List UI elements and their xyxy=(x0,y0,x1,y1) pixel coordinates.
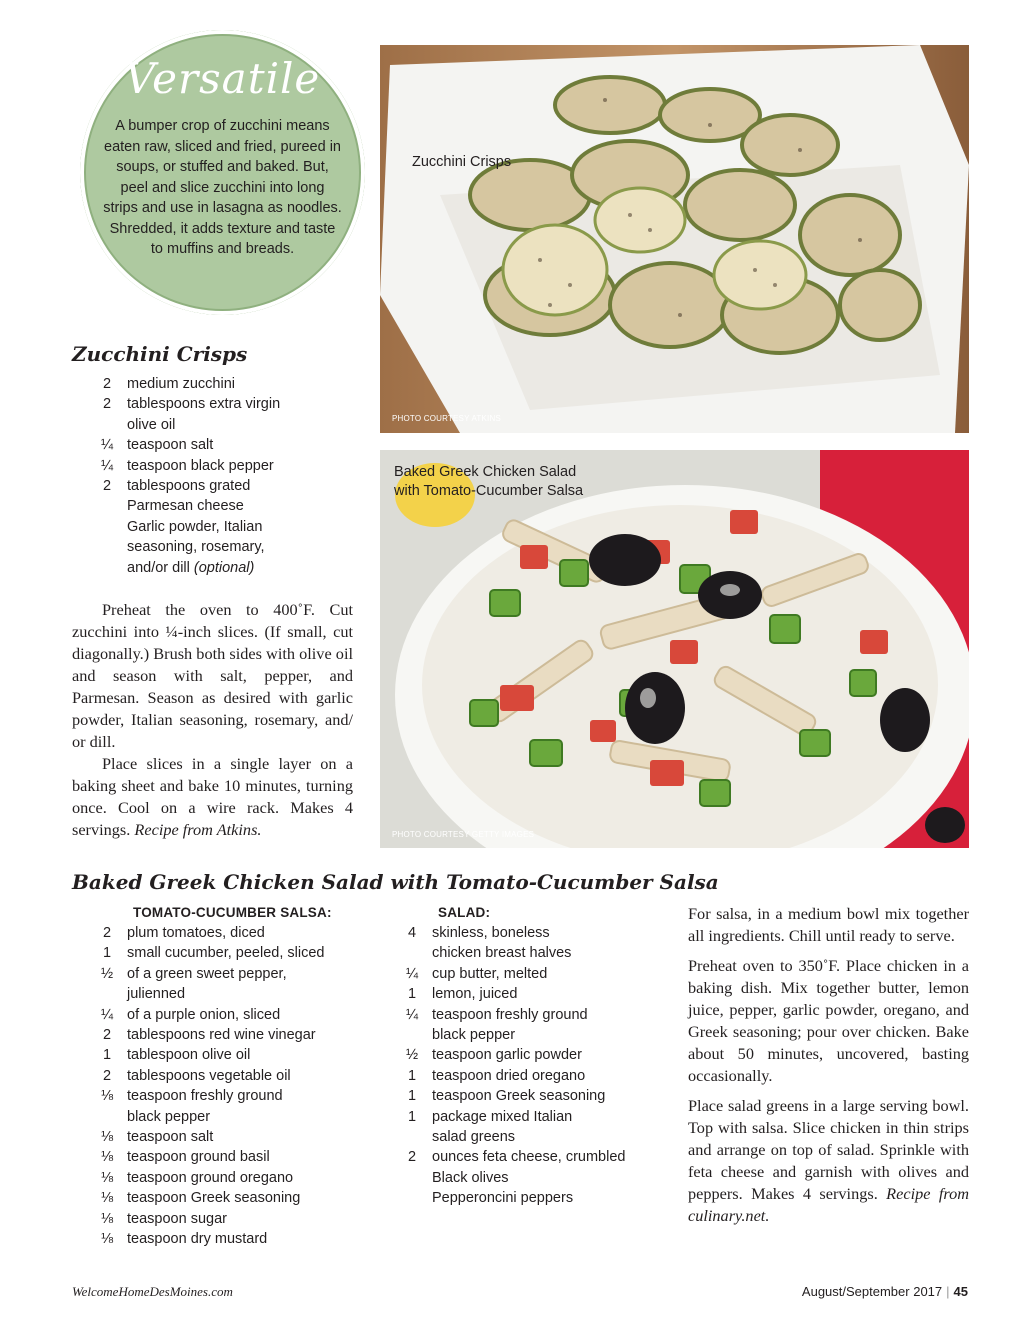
ingredient-item: tablespoon olive oil xyxy=(127,1047,251,1064)
ingredient-qty: ⅛ xyxy=(100,1088,114,1105)
ingredient-row xyxy=(392,1127,662,1147)
footer-website: WelcomeHomeDesMoines.com xyxy=(72,1284,233,1299)
ingredient-item: teaspoon Greek seasoning xyxy=(127,1190,301,1207)
ingredient-qty: ¼ xyxy=(100,1006,114,1023)
zucchini-crisps-title: Zucchini Crisps xyxy=(72,342,248,366)
ingredient-qty: 1 xyxy=(407,986,417,1003)
footer-issue xyxy=(802,1284,968,1299)
ingredient-row xyxy=(392,923,662,943)
greek-salad-caption xyxy=(394,463,583,501)
ingredient-row xyxy=(87,496,327,516)
ingredient-qty: ⅛ xyxy=(100,1129,114,1146)
greek-salad-caption-line2: with Tomato-Cucumber Salsa xyxy=(394,483,584,499)
ingredient-qty: 1 xyxy=(102,945,112,962)
ingredient-qty xyxy=(392,1025,432,1045)
ingredient-item: teaspoon sugar xyxy=(127,1210,227,1227)
ingredient-row xyxy=(392,1066,662,1086)
ingredient-qty: ⅛ xyxy=(100,1231,114,1248)
ingredient-item: of a purple onion, sliced xyxy=(127,1006,281,1023)
ingredient-row xyxy=(87,456,327,476)
photo-credit-atkins: PHOTO COURTESY ATKINS xyxy=(392,414,501,423)
ingredient-row xyxy=(87,537,327,557)
ingredient-item: julienned xyxy=(127,986,186,1003)
ingredient-item: small cucumber, peeled, sliced xyxy=(127,945,325,962)
ingredient-qty xyxy=(87,1107,127,1127)
directions-paragraph xyxy=(688,1095,969,1227)
ingredient-qty: ¼ xyxy=(100,457,114,474)
ingredient-qty xyxy=(392,1127,432,1147)
ingredient-item: chicken breast halves xyxy=(432,945,572,962)
ingredient-qty xyxy=(87,517,127,537)
ingredient-row xyxy=(87,415,327,435)
ingredient-note: (optional) xyxy=(193,559,255,576)
zucchini-crisps-caption: Zucchini Crisps xyxy=(412,154,512,170)
ingredient-item: Pepperoncini peppers xyxy=(432,1190,574,1207)
ingredient-qty xyxy=(87,537,127,557)
ingredient-item: cup butter, melted xyxy=(432,965,548,982)
ingredient-qty: 2 xyxy=(102,925,112,941)
ingredient-row xyxy=(87,1209,377,1229)
ingredient-qty: 2 xyxy=(102,1027,112,1044)
ingredient-item: of a green sweet pepper, xyxy=(127,965,287,982)
ingredient-item: teaspoon ground oregano xyxy=(127,1169,294,1186)
ingredient-qty: ¼ xyxy=(405,965,419,982)
ingredient-row xyxy=(87,517,327,537)
ingredient-item: teaspoon dry mustard xyxy=(127,1231,268,1248)
zucchini-crisps-photo xyxy=(380,45,969,433)
ingredient-item: medium zucchini xyxy=(127,376,235,392)
ingredient-row xyxy=(87,1147,377,1167)
ingredient-row xyxy=(87,1066,377,1086)
ingredient-qty xyxy=(392,943,432,963)
directions-text: Place slices in a single layer on a baking sheet and bake 10 minutes, turning once. Cool on a wire rack. Makes 4 servings. xyxy=(72,754,353,839)
ingredient-row xyxy=(87,1188,377,1208)
ingredient-qty: ½ xyxy=(100,965,114,982)
ingredient-qty: 1 xyxy=(102,1047,112,1064)
ingredient-row xyxy=(87,1005,377,1025)
ingredient-item: tablespoons grated xyxy=(127,478,251,495)
page-number: 45 xyxy=(953,1284,968,1299)
ingredient-row xyxy=(87,558,327,578)
ingredient-item: tablespoons extra virgin xyxy=(127,396,281,413)
ingredient-qty: ½ xyxy=(405,1047,419,1064)
ingredient-row xyxy=(87,1127,377,1147)
ingredient-row xyxy=(87,923,377,943)
zucchini-crisps-illustration xyxy=(380,45,969,433)
salsa-heading: TOMATO-CUCUMBER SALSA: xyxy=(133,905,332,920)
ingredient-qty: ⅛ xyxy=(100,1169,114,1186)
recipe-source: Recipe from culinary.net. xyxy=(688,1184,970,1225)
ingredient-row xyxy=(87,1086,377,1106)
ingredient-row xyxy=(392,984,662,1004)
ingredient-row xyxy=(392,1188,662,1208)
footer-separator: | xyxy=(946,1284,950,1299)
ingredient-item: plum tomatoes, diced xyxy=(127,925,265,941)
salad-heading: SALAD: xyxy=(438,905,491,920)
ingredient-row xyxy=(87,1045,377,1065)
versatile-sidebar xyxy=(80,30,365,315)
ingredient-item: teaspoon salt xyxy=(127,437,214,454)
ingredient-item: teaspoon dried oregano xyxy=(432,1067,586,1084)
directions-text: Place salad greens in a large serving bowl. Top with salsa. Slice chicken in thin strips and arrange on top of salad. Sprinkle with feta cheese and garnish with olives and peppers. Makes 4 servings. xyxy=(688,1096,969,1203)
ingredient-row xyxy=(87,943,377,963)
ingredient-item: teaspoon freshly ground xyxy=(127,1088,283,1105)
sidebar-text: A bumper crop of zucchini means eaten raw, sliced and fried, pureed in soups, or stuffed and baked. But, peel and slice zucchini into long strips and use in lasagna as noodles. Shredded, it adds texture and taste to muffins and breads. xyxy=(103,118,342,257)
ingredient-row xyxy=(87,984,377,1004)
ingredient-item: seasoning, rosemary, xyxy=(127,539,265,556)
ingredient-item-text: and/or dill xyxy=(127,559,190,576)
sidebar-title: Versatile xyxy=(124,54,321,103)
ingredient-row xyxy=(392,964,662,984)
salad-ingredients xyxy=(392,903,662,1209)
ingredient-item: teaspoon freshly ground xyxy=(432,1006,588,1023)
ingredient-row xyxy=(87,374,327,394)
ingredient-qty: 2 xyxy=(102,478,112,495)
ingredient-qty xyxy=(87,558,127,578)
ingredient-item: teaspoon garlic powder xyxy=(432,1047,582,1064)
ingredient-item: Garlic powder, Italian xyxy=(127,518,263,535)
ingredient-qty xyxy=(392,1188,432,1208)
directions-paragraph: Preheat the oven to 400˚F. Cut zucchini into ¼-inch slices. (If small, cut diagonally.) Brush both sides with olive oil and season with salt, pepper, and Parmesan. Season as desired with garlic powder, Italian seasoning, rosemary, and/ or dill. xyxy=(72,600,353,751)
directions-paragraph: Preheat oven to 350˚F. Place chicken in a baking dish. Mix together butter, lemon juice, pepper, garlic powder, oregano, and Greek seasoning; pour over chicken. Bake about 50 minutes, uncovered, basting occasionally. xyxy=(688,956,969,1085)
ingredient-qty: 1 xyxy=(407,1067,417,1084)
ingredient-row xyxy=(392,1025,662,1045)
ingredient-item: Black olives xyxy=(432,1169,509,1186)
ingredient-qty: 1 xyxy=(407,1108,417,1125)
ingredient-item: olive oil xyxy=(127,416,176,433)
ingredient-qty: 2 xyxy=(102,1067,112,1084)
ingredient-qty: 2 xyxy=(407,1149,417,1166)
salsa-ingredients xyxy=(87,903,377,1250)
ingredient-qty: ¼ xyxy=(100,437,114,454)
greek-salad-title: Baked Greek Chicken Salad with Tomato-Cucumber Salsa xyxy=(72,870,719,894)
ingredient-qty xyxy=(87,496,127,516)
ingredient-item: black pepper xyxy=(127,1108,211,1125)
ingredient-row xyxy=(87,1168,377,1188)
ingredient-row xyxy=(87,435,327,455)
ingredient-qty: ⅛ xyxy=(100,1190,114,1207)
ingredient-item: teaspoon ground basil xyxy=(127,1149,270,1166)
ingredient-row xyxy=(392,943,662,963)
ingredient-row xyxy=(392,1005,662,1025)
zucchini-crisps-directions xyxy=(72,599,353,841)
greek-salad-caption-line1: Baked Greek Chicken Salad xyxy=(394,464,577,480)
zucchini-crisps-ingredients xyxy=(87,374,327,578)
ingredient-item: salad greens xyxy=(432,1129,516,1146)
ingredient-item: teaspoon salt xyxy=(127,1129,214,1146)
ingredient-qty: 4 xyxy=(407,925,417,941)
ingredient-item: ounces feta cheese, crumbled xyxy=(432,1149,626,1166)
ingredient-qty: 2 xyxy=(102,376,112,392)
greek-chicken-salad-photo xyxy=(380,450,969,848)
ingredient-qty: ¼ xyxy=(405,1006,419,1023)
greek-chicken-salad-illustration xyxy=(380,450,969,848)
ingredient-row xyxy=(392,1168,662,1188)
ingredient-item: black pepper xyxy=(432,1027,516,1044)
directions-paragraph xyxy=(72,753,353,841)
recipe-source: Recipe from Atkins. xyxy=(134,820,262,839)
ingredient-qty xyxy=(87,984,127,1004)
ingredient-item: teaspoon black pepper xyxy=(127,457,274,474)
greek-salad-directions xyxy=(688,903,969,1227)
ingredient-row xyxy=(87,1229,377,1249)
ingredient-qty: ⅛ xyxy=(100,1210,114,1227)
ingredient-row xyxy=(392,1107,662,1127)
ingredient-item: skinless, boneless xyxy=(432,925,550,941)
issue-date: August/September 2017 xyxy=(801,1284,943,1299)
ingredient-row xyxy=(87,964,377,984)
ingredient-qty xyxy=(392,1168,432,1188)
ingredient-row xyxy=(87,1107,377,1127)
ingredient-item: Parmesan cheese xyxy=(127,498,244,515)
ingredient-item: tablespoons vegetable oil xyxy=(127,1067,291,1084)
ingredient-qty: 2 xyxy=(102,396,112,413)
ingredient-item: tablespoons red wine vinegar xyxy=(127,1027,316,1044)
ingredient-row xyxy=(392,1086,662,1106)
ingredient-item: teaspoon Greek seasoning xyxy=(432,1088,606,1105)
ingredient-qty xyxy=(87,415,127,435)
ingredient-row xyxy=(87,476,327,496)
ingredient-row xyxy=(87,1025,377,1045)
ingredient-row xyxy=(392,1147,662,1167)
ingredient-qty: ⅛ xyxy=(100,1149,114,1166)
ingredient-item xyxy=(127,558,327,578)
ingredient-item: lemon, juiced xyxy=(432,986,518,1003)
ingredient-row xyxy=(87,394,327,414)
ingredient-qty: 1 xyxy=(407,1088,417,1105)
directions-paragraph: For salsa, in a medium bowl mix together all ingredients. Chill until ready to serve. xyxy=(688,904,969,945)
photo-credit-getty: PHOTO COURTESY GETTY IMAGES xyxy=(392,830,535,839)
ingredient-row xyxy=(392,1045,662,1065)
ingredient-item: package mixed Italian xyxy=(432,1108,573,1125)
